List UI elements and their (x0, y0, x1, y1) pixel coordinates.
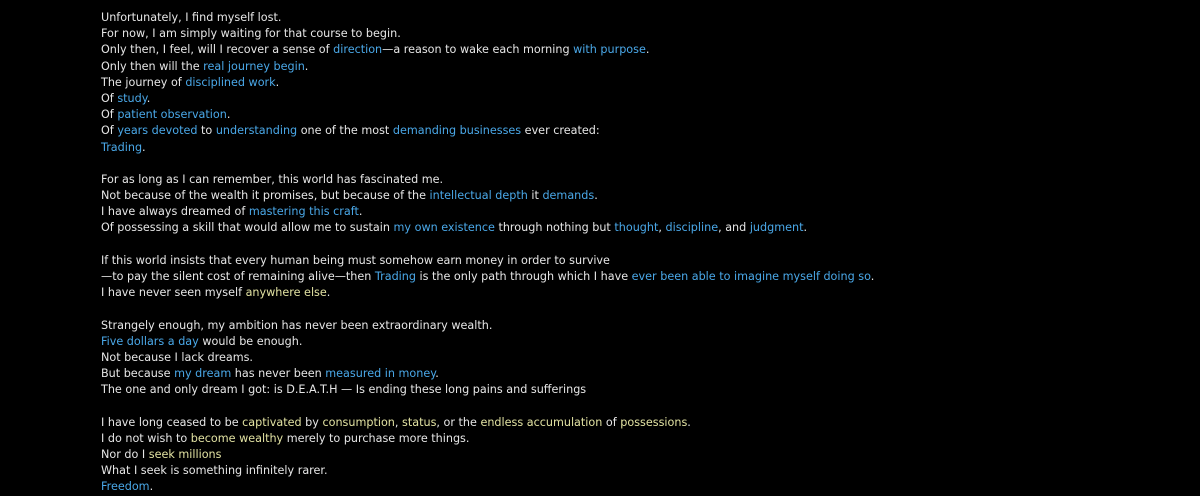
highlight-blue-text: disciplined work (185, 75, 276, 89)
text-line (101, 75, 1181, 91)
highlight-blue-text: mastering this craft (248, 205, 359, 219)
highlight-yellow-text: endless accumulation (480, 415, 603, 429)
text-line (101, 91, 1181, 107)
text-line (101, 463, 1181, 479)
body-text: . (358, 205, 363, 219)
body-text: . (326, 286, 331, 300)
text-line (101, 318, 1181, 334)
body-text: What I seek is something infinitely rarer. (101, 464, 328, 478)
highlight-yellow-text: captivated (242, 415, 302, 429)
body-text: Of (101, 91, 118, 105)
highlight-blue-text: understanding (215, 124, 298, 138)
text-line (101, 26, 1181, 42)
text-line (101, 220, 1181, 236)
body-text: I have long ceased to be (101, 415, 243, 429)
text-line (101, 188, 1181, 204)
body-text: Unfortunately, I find myself lost. (101, 11, 282, 24)
paragraph (101, 10, 1181, 156)
body-text: would be enough. (198, 334, 303, 348)
text-line (101, 447, 1181, 463)
body-text: . (149, 480, 154, 494)
body-text: , or the (436, 415, 481, 429)
body-text: one of the most (297, 124, 393, 138)
highlight-blue-text: with purpose (573, 43, 646, 57)
highlight-blue-text: thought (614, 221, 659, 235)
body-text: I have never seen myself (101, 286, 246, 300)
body-text: —a reason to wake each morning (382, 43, 574, 57)
text-line (101, 253, 1181, 269)
body-text: . (435, 367, 439, 381)
body-text: Of (101, 108, 118, 122)
body-text: Nor do I (101, 448, 149, 462)
highlight-yellow-text: seek millions (148, 448, 222, 462)
body-text: . (142, 140, 146, 154)
body-text: Of possessing a skill that would allow me to sustain (101, 221, 394, 235)
body-text: . (870, 270, 875, 283)
text-line (101, 204, 1181, 220)
text-line (101, 334, 1181, 350)
body-text: But because (101, 367, 175, 381)
body-text: . (146, 91, 151, 105)
paragraph-gap (101, 399, 1181, 415)
text-line (101, 123, 1181, 139)
highlight-blue-text: demands (542, 189, 595, 203)
text-line (101, 382, 1181, 398)
highlight-yellow-text: consumption (322, 415, 395, 429)
highlight-blue-text: study (117, 91, 147, 105)
paragraph (101, 318, 1181, 399)
body-text: I do not wish to (101, 431, 191, 445)
body-text: Only then will the (101, 59, 204, 73)
highlight-yellow-text: become wealthy (190, 431, 284, 445)
highlight-blue-text: years devoted (117, 124, 198, 138)
body-text: Of (101, 124, 118, 138)
body-text: of (602, 415, 621, 429)
body-text: The journey of (101, 75, 186, 89)
highlight-blue-text: my dream (174, 367, 232, 381)
body-text: Strangely enough, my ambition has never been extraordinary wealth. (101, 318, 493, 332)
text-line (101, 269, 1181, 285)
text-line (101, 172, 1181, 188)
highlight-blue-text: Freedom (101, 480, 150, 494)
body-text: . (687, 415, 691, 429)
highlight-blue-text: demanding businesses (392, 124, 522, 138)
body-text: ever created: (521, 124, 600, 138)
body-text: For now, I am simply waiting for that course to begin. (101, 27, 401, 41)
highlight-blue-text: discipline (665, 221, 719, 235)
body-text: is the only path through which I have (415, 270, 632, 283)
highlight-blue-text: Trading (101, 140, 143, 154)
body-text: , (658, 221, 666, 235)
highlight-blue-text: ever been able to imagine myself doing so (631, 270, 871, 283)
body-text: I have always dreamed of (101, 205, 249, 219)
document-body (101, 10, 1181, 496)
highlight-yellow-text: anywhere else (245, 286, 327, 300)
body-text: to (197, 124, 216, 138)
body-text: Not because I lack dreams. (101, 350, 253, 364)
highlight-blue-text: patient observation (117, 108, 227, 122)
body-text: , (394, 415, 403, 429)
body-text: , and (718, 221, 750, 235)
body-text: . (275, 75, 280, 89)
body-text: has never been (231, 367, 326, 381)
body-text: . (803, 221, 808, 235)
text-line (101, 431, 1181, 447)
body-text: . (304, 59, 309, 73)
paragraph-gap (101, 237, 1181, 253)
paragraph (101, 253, 1181, 302)
body-text: by (301, 415, 323, 429)
text-line (101, 366, 1181, 382)
highlight-yellow-text: possessions (620, 415, 688, 429)
paragraph (101, 172, 1181, 237)
highlight-blue-text: measured in money (325, 367, 436, 381)
body-text: For as long as I can remember, this world has fascinated me. (101, 172, 444, 186)
text-line (101, 42, 1181, 58)
text-line (101, 415, 1181, 431)
body-text: Only then, I feel, will I recover a sense of (101, 43, 334, 57)
highlight-blue-text: my own existence (393, 221, 495, 235)
highlight-blue-text: direction (333, 43, 383, 57)
body-text: . (226, 108, 231, 122)
body-text: —to pay the silent cost of remaining alive—then (101, 270, 375, 283)
text-line (101, 285, 1181, 301)
paragraph-gap (101, 301, 1181, 317)
highlight-blue-text: real journey begin (203, 59, 305, 73)
text-line (101, 350, 1181, 366)
text-line (101, 140, 1181, 156)
body-text: . (645, 43, 650, 57)
body-text: it (527, 189, 543, 203)
highlight-blue-text: Five dollars a day (101, 334, 199, 348)
text-line (101, 59, 1181, 75)
body-text: The one and only dream I got: is D.E.A.T.H — Is ending these long pains and sufferings (101, 383, 587, 397)
text-line (101, 107, 1181, 123)
paragraph-gap (101, 156, 1181, 172)
body-text: merely to purchase more things. (283, 431, 470, 445)
text-line (101, 479, 1181, 495)
body-text: through nothing but (494, 221, 615, 235)
highlight-blue-text: Trading (374, 270, 416, 283)
highlight-blue-text: judgment (749, 221, 804, 235)
text-line (101, 10, 1181, 26)
body-text: Not because of the wealth it promises, but because of the (101, 189, 430, 203)
body-text: . (594, 189, 598, 203)
highlight-yellow-text: status (402, 415, 437, 429)
body-text: If this world insists that every human being must somehow earn money in order to survive (101, 253, 610, 267)
paragraph (101, 415, 1181, 496)
highlight-blue-text: intellectual depth (429, 189, 528, 203)
